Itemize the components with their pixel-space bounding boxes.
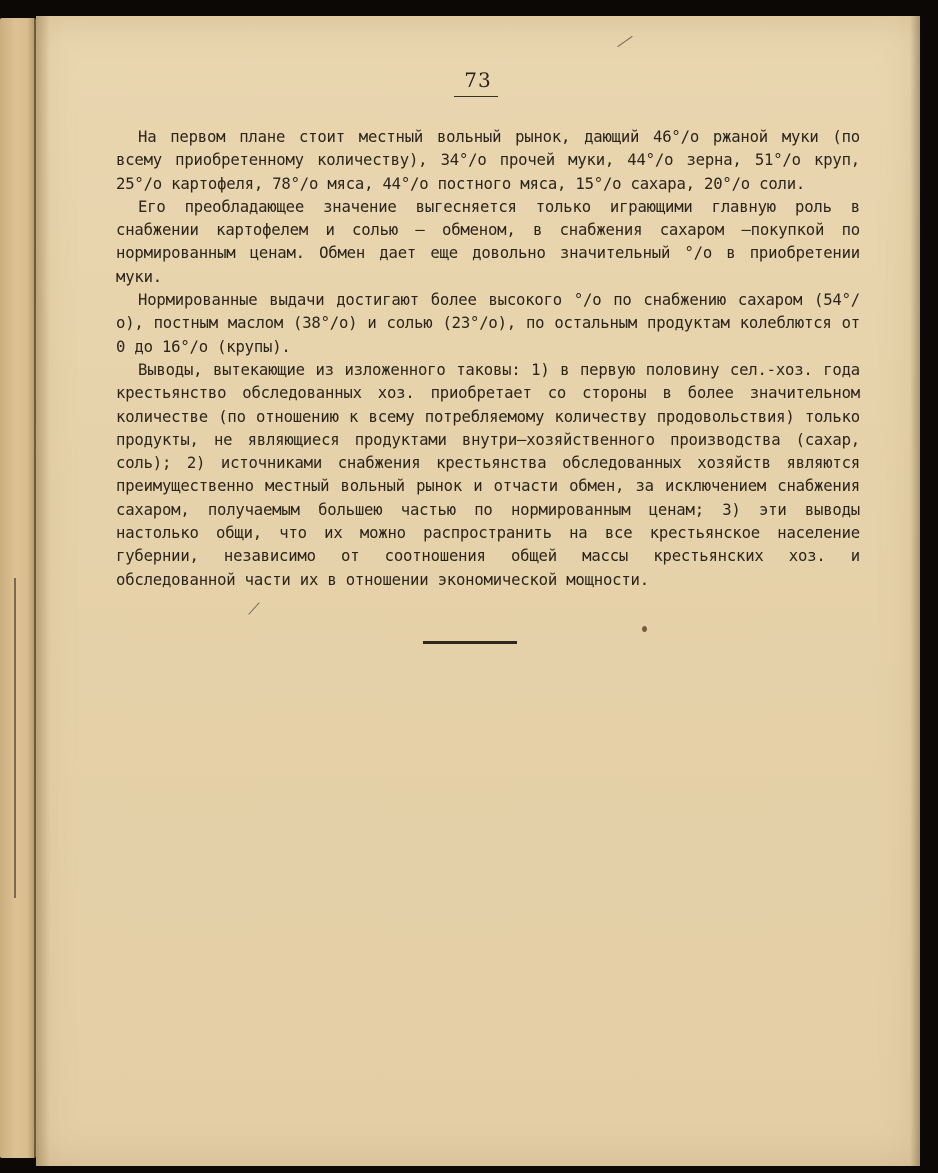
body-text xyxy=(116,126,860,592)
page-number-underline xyxy=(454,96,498,97)
page-right-shadow xyxy=(910,16,920,1166)
paper-mark xyxy=(617,36,632,47)
paragraph: На первом плане стоит местный вольный рынок, дающий 46°/о ржаной муки (по всему приобретенному количеству), 34°/о прочей муки, 44°/о зерна, 51°/о круп, 25°/о картофеля, 78°/о мяса, 44°/о постного мяса, 15°/о сахара, 20°/о соли. xyxy=(116,128,860,193)
adjacent-page-edge xyxy=(0,18,36,1158)
pencil-mark xyxy=(248,602,259,615)
section-end-rule xyxy=(423,641,517,644)
page-number: 73 xyxy=(464,68,492,92)
paragraph: Выводы, вытекающие из изложенного таковы: 1) в первую половину сел.-хоз. года крестьянство обследованных хоз. приобретает со стороны в более значительном количестве (по отношению к всему потребляемому количеству продовольствия) только продукты, не являющиеся продуктами внутри—хозяйственного производства (сахар, соль); 2) источниками снабжения крестьянства обследованных хозяйств являются преимущественно местный вольный рынок и отчасти обмен, за исключением снабжения сахаром, получаемым большею частью по нормированным ценам; 3) эти выводы настолько общи, что их можно распространить на все крестьянское население губернии, независимо от соотношения общей массы крестьянских хоз. и обследованной части их в отношении экономической мощности. xyxy=(116,360,860,589)
book-page xyxy=(36,16,920,1166)
paragraph: Его преобладающее значение выгесняется только играющими главную роль в снабжении картофелем и солью — обменом, в снабжения сахаром —покупкой по нормированным ценам. Обмен дает еще довольно значительный °/о в приобретении муки. xyxy=(116,197,860,286)
ink-spot xyxy=(642,626,647,632)
paragraph: Нормированные выдачи достигают более высокого °/о по снабжению сахаром (54°/о), постным маслом (38°/о) и солью (23°/о), по остальным продуктам колеблются от 0 до 16°/о (крупы). xyxy=(116,291,860,356)
page-fold-shadow xyxy=(36,16,50,1166)
binding-shadow xyxy=(14,578,22,898)
